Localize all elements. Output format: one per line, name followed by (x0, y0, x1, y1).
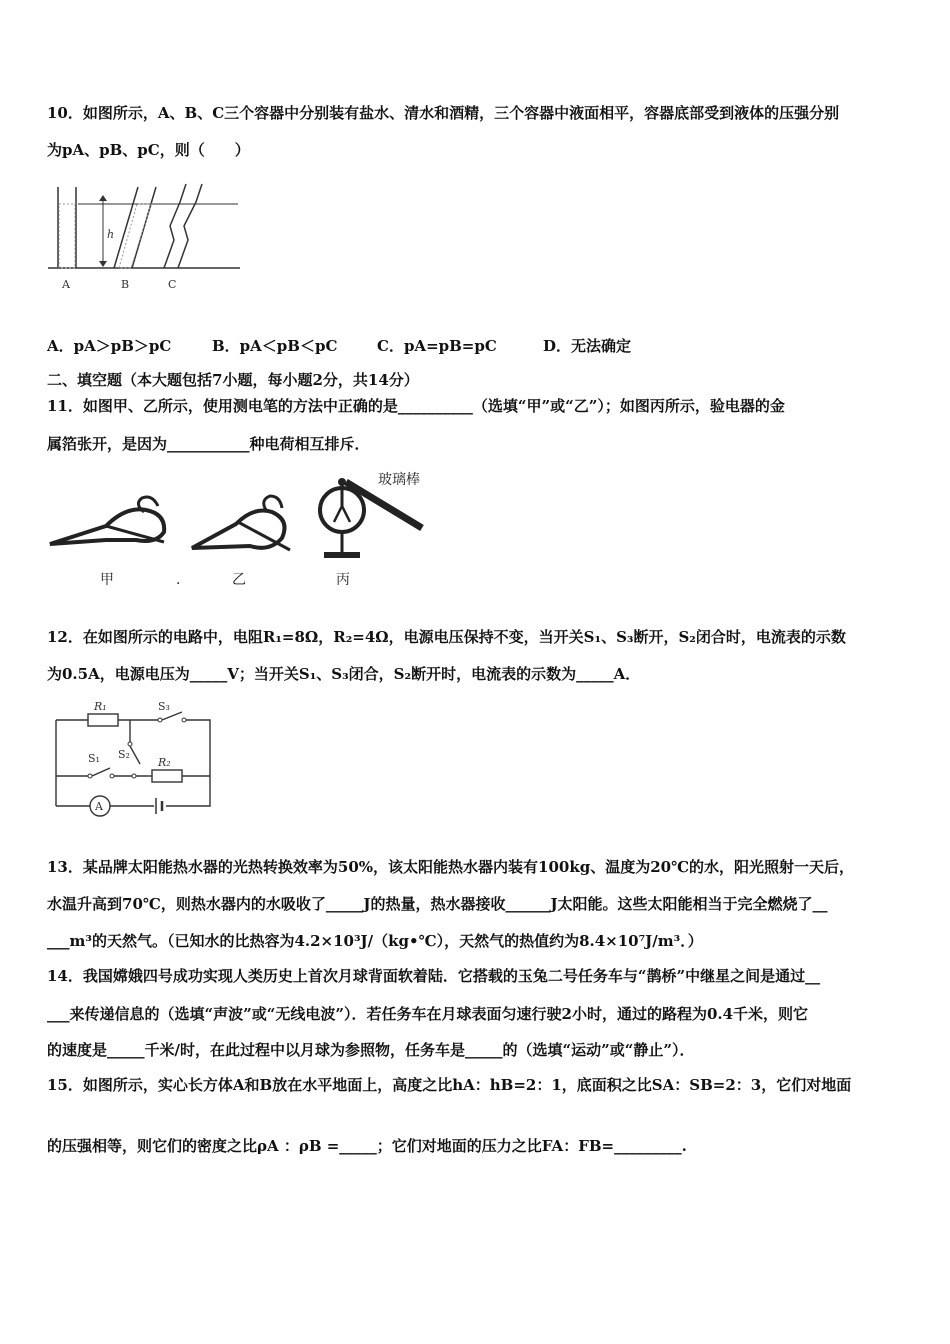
label-b: B (121, 278, 130, 291)
q11-figure (46, 466, 436, 594)
switch-s3-contact-left (158, 718, 162, 722)
q11-text-line2: 属箔张开，是因为___________种电荷相互排斥． (47, 435, 370, 453)
switch-s1-blade (92, 768, 110, 776)
q12-text-line1: 12．在如图所示的电路中，电阻R₁=8Ω，R₂=4Ω，电源电压保持不变，当开关S₁、S₃断开，S₂闭合时，电流表的示数 (47, 628, 846, 646)
hand-figure-yi (192, 496, 290, 550)
q10-option-c: C．pA=pB=pC (377, 337, 497, 355)
container-a-liquid (59, 204, 75, 268)
q14-text-line2: ___来传递信息的（选填“声波”或“无线电波”）．若任务车在月球表面匀速行驶2小时，通过的路程为0.4千米，则它 (47, 1005, 809, 1023)
container-b-left-wall (114, 187, 138, 268)
resistor-r1 (88, 714, 118, 726)
q10-option-d: D．无法确定 (543, 337, 632, 355)
q15-text-line2: 的压强相等，则它们的密度之比ρA ：ρB =_____；它们对地面的压力之比FA：FB=_________. (47, 1137, 687, 1155)
arrow-head-up (99, 195, 107, 201)
electroscope-figure (320, 478, 422, 558)
label-bing: 丙 (336, 572, 350, 588)
section-heading: 二、填空题（本大题包括7小题，每小题2分，共14分） (47, 371, 419, 389)
label-s2: S₂ (118, 748, 130, 761)
q13-text-line2: 水温升高到70℃，则热水器内的水吸收了_____J的热量，热水器接收______J太阳能。这些太阳能相当于完全燃烧了__ (47, 895, 828, 913)
label-ammeter: A (95, 800, 103, 813)
q12-circuit-figure (48, 696, 220, 822)
label-yi: 乙 (232, 572, 246, 588)
switch-s3-contact-right (182, 718, 186, 722)
switch-s1-contact-right (110, 774, 114, 778)
label-h: h (107, 228, 115, 241)
q11-text-line1: 11．如图甲、乙所示，使用测电笔的方法中正确的是__________（选填“甲”或“乙”）；如图丙所示，验电器的金 (47, 397, 785, 415)
hand-figure-jia (50, 497, 164, 544)
label-s3: S₃ (158, 700, 170, 713)
q13-text-line3: ___m³的天然气。（已知水的比热容为4.2×10³J/（kg•℃），天然气的热值约为8.4×10⁷J/m³．） (47, 932, 703, 950)
label-s1: S₁ (88, 752, 100, 765)
q10-text-line1: 10．如图所示，A、B、C三个容器中分别装有盐水、清水和酒精，三个容器中液面相平，容器底部受到液体的压强分别 (47, 104, 840, 122)
q13-text-line1: 13．某品牌太阳能热水器的光热转换效率为50%，该太阳能热水器内装有100kg、温度为20℃的水，阳光照射一天后， (47, 858, 855, 876)
switch-s2-contact-top (128, 742, 132, 746)
q15-text-line1: 15．如图所示，实心长方体A和B放在水平地面上，高度之比hA：hB=2：1，底面积之比SA：SB=2：3，它们对地面 (47, 1076, 852, 1094)
label-dot: . (176, 572, 181, 588)
switch-s3-blade (162, 712, 182, 720)
label-jia: 甲 (100, 572, 114, 588)
q10-containers-figure (48, 182, 248, 294)
label-r1: R₁ (94, 700, 107, 713)
resistor-r2 (152, 770, 182, 782)
switch-s2-blade (130, 746, 140, 764)
label-r2: R₂ (158, 756, 171, 769)
arrow-head-down (99, 261, 107, 267)
q14-text-line3: 的速度是_____千米/时，在此过程中以月球为参照物，任务车是_____的（选填“运动”或“静止”）． (47, 1041, 695, 1059)
q12-text-line2: 为0.5A，电源电压为_____V；当开关S₁、S₃闭合，S₂断开时，电流表的示数为_____A． (47, 665, 641, 683)
q14-text-line1: 14．我国嫦娥四号成功实现人类历史上首次月球背面软着陆．它搭载的玉兔二号任务车与“鹊桥”中继星之间是通过__ (47, 967, 821, 985)
label-c: C (168, 278, 177, 291)
q10-text-line2: 为pA、pB、pC，则（ ） (47, 141, 250, 159)
label-a: A (62, 278, 70, 291)
q10-option-a: A．pA＞pB＞pC (47, 337, 172, 355)
q10-option-b: B．pA＜pB＜pC (212, 337, 338, 355)
switch-s1-contact-left (88, 774, 92, 778)
label-glass-rod: 玻璃棒 (378, 472, 420, 488)
switch-s2-contact-bottom (132, 774, 136, 778)
